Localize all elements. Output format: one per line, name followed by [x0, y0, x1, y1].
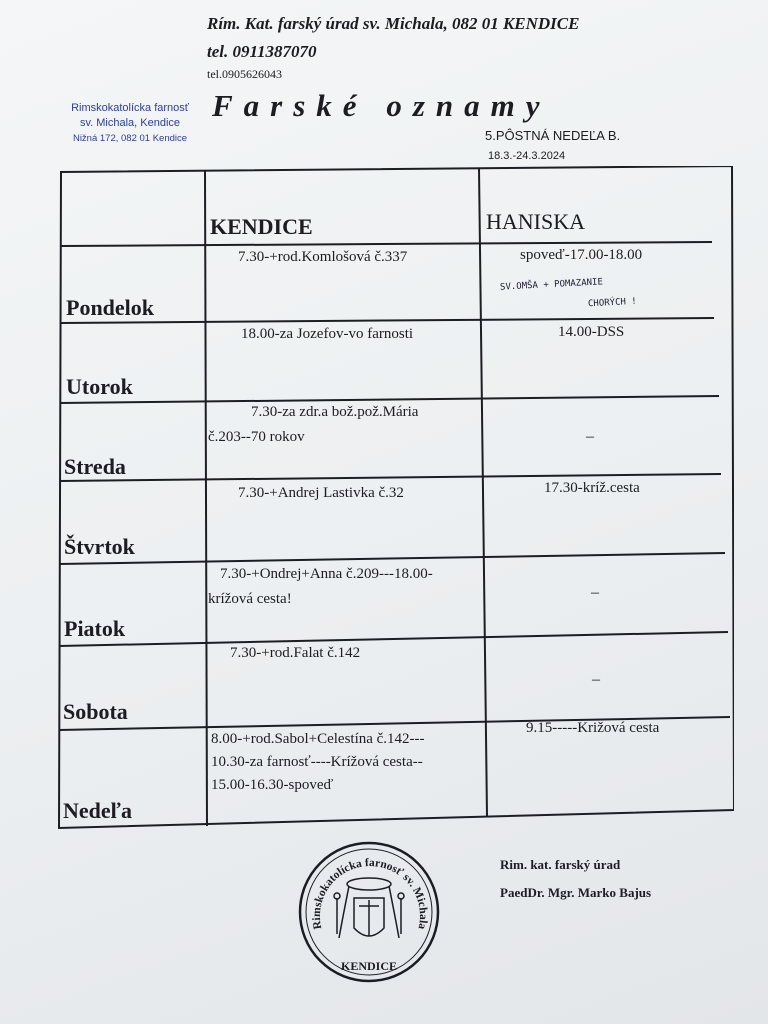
- handwritten-note-line-2: CHORÝCH !: [587, 296, 638, 310]
- kendice-entry-saturday: 7.30-+rod.Falat č.142: [230, 645, 361, 661]
- day-label-sunday: Nedeľa: [63, 798, 132, 823]
- svg-text:Rimskokatolícka farnosť sv. Mi: Rimskokatolícka farnosť sv. Michala: [310, 856, 430, 931]
- day-label-thursday: Štvrtok: [64, 534, 135, 559]
- haniska-entry-wednesday: –: [586, 428, 594, 445]
- kendice-entry-sunday-line-1: 8.00-+rod.Sabol+Celestína č.142---: [211, 731, 425, 747]
- haniska-entry-tuesday: 14.00-DSS: [558, 324, 625, 340]
- haniska-entry-monday: spoveď-17.00-18.00: [520, 247, 643, 263]
- kendice-entry-thursday: 7.30-+Andrej Lastivka č.32: [238, 485, 404, 501]
- date-range: 18.3.-24.3.2024: [488, 150, 566, 162]
- haniska-entry-sunday: 9.15-----Križová cesta: [526, 720, 660, 736]
- kendice-entry-wednesday-line-2: č.203--70 rokov: [208, 429, 305, 445]
- kendice-entry-tuesday: 18.00-za Jozefov-vo farnosti: [241, 326, 414, 342]
- svg-text:KENDICE: KENDICE: [340, 959, 398, 973]
- parish-address: Nižná 172, 082 01 Kendice: [72, 133, 188, 144]
- parish-seal-stamp: [297, 840, 442, 985]
- haniska-entry-friday: –: [591, 584, 599, 601]
- kendice-entry-friday-line-1: 7.30-+Ondrej+Anna č.209---18.00-: [220, 566, 433, 582]
- day-label-tuesday: Utorok: [66, 374, 133, 399]
- signature-office: Rim. kat. farský úrad: [500, 857, 621, 872]
- day-label-friday: Piatok: [64, 616, 126, 641]
- kendice-entry-monday: 7.30-+rod.Komlošová č.337: [238, 249, 408, 265]
- signature-name: PaedDr. Mgr. Marko Bajus: [500, 885, 652, 900]
- kendice-entry-wednesday-line-1: 7.30-za zdr.a bož.pož.Mária: [251, 404, 419, 420]
- office-phone: tel. 0911387070: [207, 42, 317, 61]
- day-label-monday: Pondelok: [66, 295, 155, 320]
- office-phone-2: tel.0905626043: [207, 67, 282, 81]
- page-title: Farské oznamy: [212, 88, 551, 123]
- kendice-entry-friday-line-2: krížová cesta!: [208, 591, 292, 607]
- schedule-table: [58, 166, 734, 830]
- parish-address-stamp: [50, 101, 210, 146]
- week-label: 5.PÔSTNÁ NEDEĽA B.: [485, 128, 621, 143]
- parish-name: Rimskokatolícka farnosť: [71, 102, 189, 114]
- handwritten-note-line-1: SV.OMŠA + POMAZANIE: [499, 277, 604, 293]
- haniska-entry-thursday: 17.30-kríž.cesta: [544, 480, 640, 496]
- day-label-saturday: Sobota: [63, 699, 128, 724]
- kendice-entry-sunday-line-3: 15.00-16.30-spoveď: [211, 777, 334, 793]
- haniska-entry-saturday: –: [592, 671, 600, 688]
- column-header-kendice: KENDICE: [210, 214, 313, 239]
- parish-place: sv. Michala, Kendice: [79, 117, 181, 129]
- day-label-wednesday: Streda: [64, 454, 126, 479]
- office-header: Rím. Kat. farský úrad sv. Michala, 082 01 KENDICE: [207, 14, 580, 33]
- column-header-haniska: HANISKA: [486, 209, 585, 234]
- kendice-entry-sunday-line-2: 10.30-za farnosť----Krížová cesta--: [211, 754, 423, 770]
